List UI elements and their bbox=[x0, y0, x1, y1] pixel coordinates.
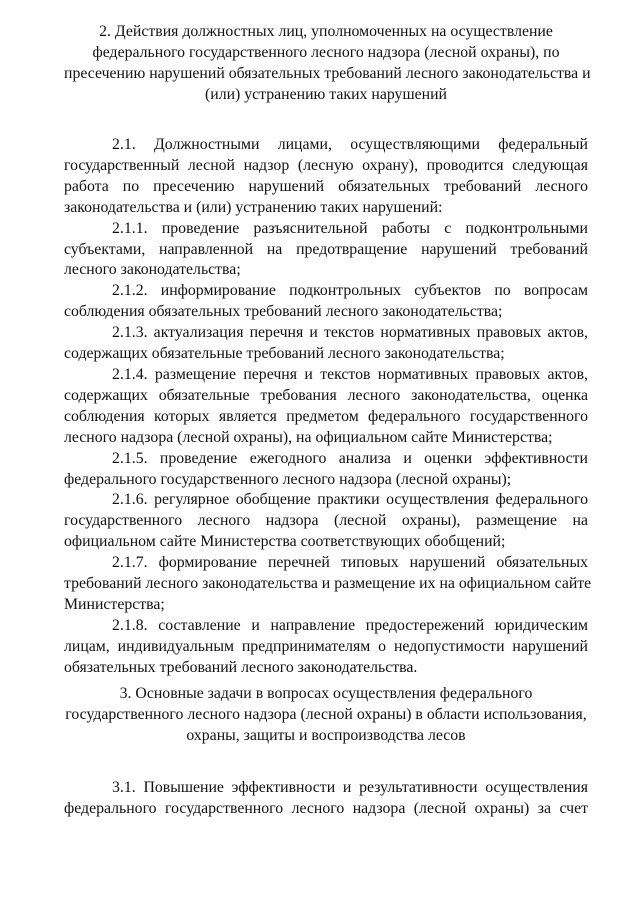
section-3-body bbox=[64, 778, 588, 820]
paragraph-2-1-2 bbox=[64, 281, 588, 323]
paragraph-2-1-1 bbox=[64, 219, 588, 282]
paragraph-line: федерального государственного лесного надзора (лесной охраны); bbox=[64, 470, 512, 488]
paragraph-line: федерального государственного лесного надзора (лесной охраны) за счет bbox=[64, 799, 588, 817]
paragraph-line: официальном сайте Министерства соответствующих обобщений; bbox=[64, 533, 506, 551]
paragraph-line: лесного надзора (лесной охраны), на официальном сайте Министерства; bbox=[64, 428, 553, 446]
heading-line: 3. Основные задачи в вопросах осуществления федерального bbox=[119, 685, 533, 702]
paragraph-line: 2.1.3. актуализация перечня и текстов нормативных правовых актов, bbox=[112, 324, 588, 342]
heading-line: (или) устранению таких нарушений bbox=[205, 86, 447, 103]
paragraph-line: 2.1.5. проведение ежегодного анализа и оценки эффективности bbox=[112, 449, 588, 467]
paragraph-line: 2.1.8. составление и направление предостережений юридическим bbox=[112, 616, 588, 634]
paragraph-line: требований лесного законодательства и размещение их на официальном сайте bbox=[64, 575, 592, 593]
heading-line: охраны, защиты и воспроизводства лесов bbox=[186, 727, 466, 744]
paragraph-line: 2.1.1. проведение разъяснительной работы с подконтрольными bbox=[112, 219, 588, 237]
paragraph-line: субъектами, направленной на предотвращение нарушений требований bbox=[64, 240, 588, 258]
paragraph-line: лесного законодательства; bbox=[64, 261, 241, 279]
section-2-body bbox=[64, 135, 592, 679]
paragraph-line: соблюдения обязательных требований лесного законодательства; bbox=[64, 303, 503, 321]
paragraph-3-1 bbox=[64, 778, 588, 820]
paragraph-2-1-8 bbox=[64, 616, 588, 679]
section-2-heading bbox=[64, 21, 591, 105]
paragraph-2-1 bbox=[64, 135, 588, 219]
paragraph-line: 2.1. Должностными лицами, осуществляющими федеральный bbox=[112, 136, 588, 153]
paragraph-line: лицам, индивидуальным предпринимателям о недопустимости нарушений bbox=[64, 637, 588, 655]
paragraph-line: обязательных требований лесного законодательства. bbox=[64, 658, 418, 676]
paragraph-line: 3.1. Повышение эффективности и результативности осуществления bbox=[112, 779, 588, 796]
paragraph-2-1-7 bbox=[64, 553, 592, 616]
heading-line: государственного лесного надзора (лесной охраны) в области использования, bbox=[65, 706, 587, 723]
paragraph-line: 2.1.2. информирование подконтрольных субъектов по вопросам bbox=[112, 282, 588, 300]
paragraph-line: законодательства и (или) устранению таких нарушений: bbox=[64, 198, 443, 216]
paragraph-line: содержащих обязательные требования лесного законодательства, оценка bbox=[64, 386, 588, 404]
paragraph-line: работа по пресечению нарушений обязательных требований лесного bbox=[64, 177, 588, 195]
paragraph-line: 2.1.6. регулярное обобщение практики осуществления федерального bbox=[112, 491, 588, 509]
paragraph-line: государственного лесного надзора (лесной охраны), размещение на bbox=[64, 512, 588, 530]
paragraph-line: государственный лесной надзор (лесную охрану), проводится следующая bbox=[64, 156, 588, 174]
paragraph-2-1-6 bbox=[64, 490, 588, 553]
paragraph-2-1-5 bbox=[64, 449, 588, 491]
heading-line: федерального государственного лесного надзора (лесной охраны), по bbox=[92, 44, 560, 61]
paragraph-2-1-4 bbox=[64, 365, 588, 449]
paragraph-2-1-3 bbox=[64, 323, 588, 365]
paragraph-line: 2.1.7. формирование перечней типовых нарушений обязательных bbox=[112, 554, 588, 572]
paragraph-line: соблюдения которых является предметом федерального государственного bbox=[64, 407, 588, 425]
section-3-heading bbox=[64, 683, 588, 746]
paragraph-line: Министерства; bbox=[64, 595, 165, 613]
paragraph-line: 2.1.4. размещение перечня и текстов нормативных правовых актов, bbox=[112, 365, 588, 383]
paragraph-line: содержащих обязательные требований лесного законодательства; bbox=[64, 345, 505, 363]
heading-line: 2. Действия должностных лиц, уполномоченных на осуществление bbox=[99, 23, 553, 40]
heading-line: пресечению нарушений обязательных требований лесного законодательства и bbox=[64, 65, 591, 82]
